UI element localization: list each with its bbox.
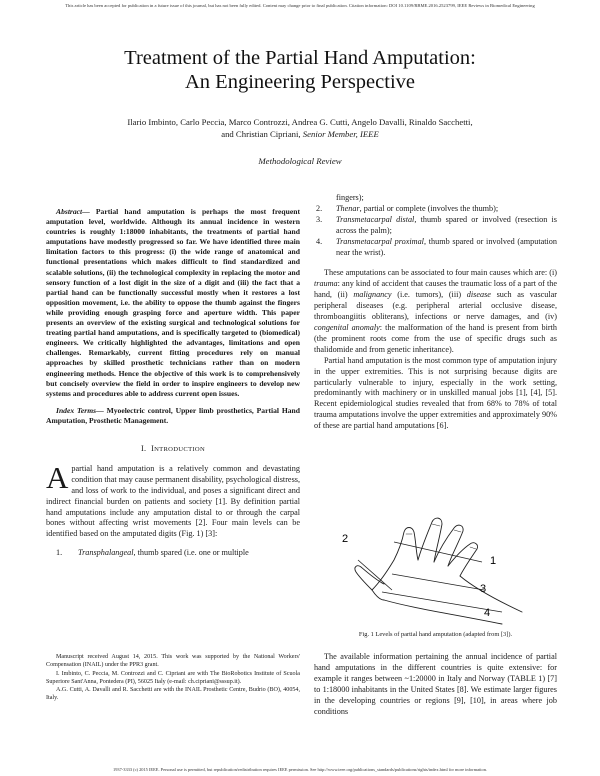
figure-caption: Fig. 1 Levels of partial hand amputation (adapted from [3]).: [358, 631, 513, 638]
authors-line-2: [40, 129, 560, 141]
section-title-rest: NTRODUCTION: [154, 445, 206, 453]
paper-title: [0, 46, 600, 94]
incidence-paragraph: The available information pertaining the annual incidence of partial hand amputations in the different countries is quite extensive: for example it ranges between ~1:20000 in Italy and Norway (TABLE 1) [7] to 1:18000 inhabitants in the United States [8]. We estimate larger figures in the developing countries or regions [9], [10], in areas where job conditions: [314, 652, 557, 716]
levels-list-continued: [314, 193, 557, 258]
amputation-level-lines: [358, 542, 502, 612]
footnote-2: I. Imbinto, C. Peccia, M. Controzzi and C. Cipriani are with The BioRobotics Institute of Scuola Superiore Sant'Anna, Pontedera (PI), 56025 Italy (e-mail: ch.cipriani@sssup.it).: [46, 670, 300, 685]
level-2-name: Thenar: [336, 203, 360, 213]
middle-finger: [418, 518, 442, 562]
level-line-3: [392, 574, 484, 590]
level-3-rest: , thumb spared or involved (resection is across the palm);: [336, 214, 557, 235]
title-line-1: Treatment of the Partial Hand Amputation:: [124, 47, 476, 69]
authors: [40, 117, 560, 140]
right-column: [314, 193, 557, 432]
level-4-name: Transmetacarpal proximal: [336, 236, 424, 246]
level-1-number: 1.: [56, 548, 63, 558]
authors-role: Senior Member, IEEE: [302, 128, 379, 139]
causes-text-1: These amputations can be associated to four main causes which are: (i): [324, 268, 557, 278]
common-paragraph: Partial hand amputation is the most common type of amputation injury in the upper extremities. This is not surprising because digits are particularly vulnerable to injury, especially in the work setting, predominantly with machinery or in unskilled manual jobs [1], [4], [5]. Recent epidemiological studies revealed that from 68% to 78% of total trauma amputations involve the upper extremities and approximately 90% of these are partial hand amputations [6].: [314, 355, 557, 431]
causes-text-5: : the malformation of the hand is present from birth (the prominent roots come from the use of specific drugs such as thalidomide and from genetic inheritance).: [314, 322, 557, 354]
level-1-cont-text: fingers);: [336, 193, 364, 202]
level-2-rest: , partial or complete (involves the thumb);: [359, 203, 499, 213]
intro-text: partial hand amputation is a relatively common and devastating condition that may cause permanent disability, psychological distress, and loss of work to the individual, and poses a significant direct and indirect financial burden on patients and society [1]. By definition partial hand amputations include any amputation distal to or through the carpal bones without affecting wrist movements [2]. Four main levels can be identified based on the amputated digits (Fig. 1) [3]:: [46, 463, 300, 539]
thumb: [355, 566, 384, 590]
level-1-text: [78, 548, 300, 559]
footer-note: 1937-3333 (c) 2015 IEEE. Personal use is permitted, but republication/redistribution requires IEEE permission. See http://www.ieee.org/publications_standards/publications/rights/index.html for more information.: [113, 767, 487, 772]
figure-label-3: 3: [480, 583, 487, 595]
authors-line-2-names: and Christian Cipriani,: [221, 128, 301, 139]
authors-line-1: Ilario Imbinto, Carlo Peccia, Marco Controzzi, Andrea G. Cutti, Angelo Davalli, Rinaldo Sacchetti,: [127, 117, 473, 127]
causes-text-4: such as vascular peripheral diseases (e.g. peripheral arterial occlusive disease, thromboangiitis obliterans), infections or nerve damages, and (iv): [314, 290, 558, 322]
level-2-number: 2.: [316, 203, 323, 213]
level-4-rest: , thumb spared or involved (amputation near the wrist).: [336, 236, 557, 257]
causes-text-2: : any kind of accident that causes the traumatic loss of a part of the hand, (ii): [314, 279, 557, 300]
footnote-1: Manuscript received August 14, 2015. This work was supported by the National Workers' Compensation (INAIL) under the PPR3 grant.: [46, 654, 300, 669]
index-terms: [46, 406, 300, 426]
level-1-name: Transphalangeal: [78, 548, 134, 558]
level-1-continued: [314, 193, 557, 204]
level-1-rest: , thumb spared (i.e. one or multiple: [133, 548, 249, 558]
causes-text-3: (i.e. tumors), (iii): [397, 290, 462, 300]
abstract-label: Abstract: [56, 207, 83, 216]
cause-congenital: congenital anomaly: [314, 322, 380, 332]
index-terms-label: Index Terms: [56, 405, 97, 415]
cause-disease: disease: [466, 290, 491, 300]
level-2-text: [336, 204, 557, 215]
level-4-number: 4.: [316, 236, 323, 246]
header-note: This article has been accepted for publication in a future issue of this journal, but has not been fully edited. Content may change prior to final publication. Citation information: DOI 10.1109/RBME.2016.2523799, IEEE Reviews in Biomedical Engineering: [65, 3, 535, 8]
drop-cap: A: [46, 459, 69, 495]
index-terms-text: — Myoelectric control, Upper limb prosthetics, Partial Hand Amputation, Prosthetic Management.: [46, 405, 300, 425]
level-4-item: [314, 237, 557, 259]
figure-label-2: 2: [342, 533, 349, 545]
review-type: Methodological Review: [258, 156, 342, 166]
section-title-first: I: [151, 443, 155, 453]
abstract-text: — Partial hand amputation is perhaps the most frequent amputation level, worldwide. Although its annual incidence in western countries is roughly 1:18000 inhabitants, the treatments of partial hand amputations have modestly progressed so far. We have identified three main limitation factors to this progress: (i) the wide range of anatomical and functional presentations which makes difficult to find standardized and scalable solutions, (ii) the technological complexity in replacing the motor and sensory function of a lost digit in the size of a digit and (iii) the fact that a partial hand can be functionally successful mostly when it restores a lost opposition movement, i.e. the ability to oppose the thumb against the fingers while providing enough grasping force and aperture width. This paper presents an overview of the existing surgical and technological solutions for treating partial hand amputations, and is specifically targeted to (biomedical) engineers. We critically highlighted the advantages, limitations and open challenges. Remarkably, current fitting procedures rely on manual approaches by skilled prosthetic technicians rather than on modern engineering methods. Hence the objective of this work is to comprehensively but concisely overview the field in order to inspire engineers to develop new systems and procedures able to address current open issues.: [46, 207, 300, 398]
hand-base: [372, 590, 384, 600]
hand-amputation-figure: [332, 512, 548, 628]
footnotes: [46, 653, 300, 703]
level-2-item: [314, 204, 557, 215]
intro-paragraph: [46, 459, 300, 540]
level-3-item: [314, 215, 557, 237]
right-column-bottom: [314, 652, 557, 717]
footnote-3: A.G. Cutti, A. Davalli and R. Sacchetti are with the INAIL Prosthetic Centre, Budrio (BO), 40054, Italy.: [46, 687, 300, 702]
title-line-2: An Engineering Perspective: [185, 71, 415, 93]
level-1-item: [46, 548, 300, 559]
cause-malignancy: malignancy: [353, 290, 392, 300]
causes-paragraph: [314, 268, 557, 355]
left-column: [46, 207, 300, 559]
section-heading: [46, 444, 300, 456]
hand-outline: [355, 518, 522, 624]
abstract: [46, 207, 300, 399]
section-number: I.: [140, 443, 147, 453]
level-line-2: [358, 560, 392, 590]
figure-label-4: 4: [484, 607, 491, 619]
figure-label-1: 1: [490, 555, 497, 567]
level-3-text: [336, 215, 557, 237]
level-3-number: 3.: [316, 214, 323, 224]
cause-trauma: trauma: [314, 279, 338, 289]
level-4-text: [336, 237, 557, 259]
level-3-name: Transmetacarpal distal: [336, 214, 415, 224]
